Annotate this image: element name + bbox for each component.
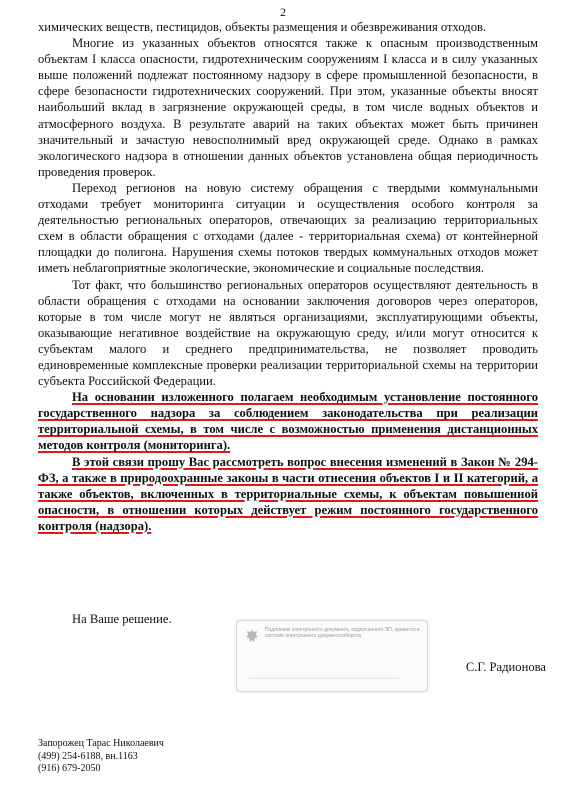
contact-phone-office: (499) 254-6188, вн.1163: [38, 750, 138, 762]
page-number: 2: [280, 5, 286, 19]
contact-block: [38, 738, 164, 776]
coat-of-arms-icon: [245, 629, 259, 643]
paragraph-continuation: химических веществ, пестицидов, объекты размещения и обезвреживания отходов.: [38, 20, 487, 34]
paragraph-request-amendments: В этой связи прошу Вас рассмотреть вопрос внесения изменений в Закон № 294-ФЗ, а также в природоохранные законы в части отнесения объектов I и II категорий, а также объектов, включенных в территориальные схемы, к объектам повышенной опасности, в отношении которых действует режим постоянного государственного контроля (надзора).: [38, 454, 538, 533]
contact-name: Запорожец Тарас Николаевич: [38, 738, 164, 749]
stamp-text: Подлинник электронного документа, подписанного ЭП, хранится в системе электронного документооборота: [265, 627, 420, 639]
paragraph-dangerous-objects: Многие из указанных объектов относятся также к опасным производственным объектам I класса опасности, гидротехническим сооружениям I класса и в силу указанных выше положений подлежат постоянному надзору в сфере промышленной безопасности, в сфере безопасности гидротехнических сооружений. При этом, указанные объекты вносят наибольший вклад в загрязнение окружающей среды, в том числе водных объектов и атмосферного воздуха. В результате аварий на таких объектах может быть причинен значительный и зачастую невосполнимый вред окружающей среде. Однако в рамках экологического надзора в отношении данных объектов установлена общая периодичность проведения проверок.: [38, 36, 538, 179]
contact-phone-mobile: (916) 679-2050: [38, 763, 101, 774]
resolution-text: На Ваше решение.: [72, 612, 172, 626]
signatory-name: С.Г. Радионова: [465, 660, 546, 674]
letter-body: [38, 19, 538, 534]
paragraph-proposal-supervision: На основании изложенного полагаем необходимым установление постоянного государственного надзора за соблюдением законодательства при реализации территориальной схемы, в том числе с возможностью применения дистанционных методов контроля (мониторинга).: [38, 390, 538, 453]
paragraph-waste-transition: Переход регионов на новую систему обращения с твердыми коммунальными отходами требует мониторинга ситуации и осуществления особого контроля за деятельностью региональных операторов, отвечающих за реализацию территориальных схем в области обращения с отходами (далее - территориальная схема) от контейнерной площадки до полигона. Нарушения схемы потоков твердых коммунальных отходов может иметь неблагоприятные экологические, экономические и социальные последствия.: [38, 180, 538, 276]
paragraph-regional-operators: Тот факт, что большинство региональных операторов осуществляют деятельность в области обращения с отходами на основании заключения договоров через операторов, которые в том числе могут не являться организациями, эксплуатирующими объекты, оказывающие негативное воздействие на окружающую среду, и/или могут относится к субъектам малого и среднего предпринимательства, не позволяет проводить единовременные комплексные проверки реализации территориальной схемы на территории субъекта Российской Федерации.: [38, 277, 538, 389]
stamp-divider: [249, 677, 399, 679]
electronic-signature-stamp: [236, 620, 428, 692]
